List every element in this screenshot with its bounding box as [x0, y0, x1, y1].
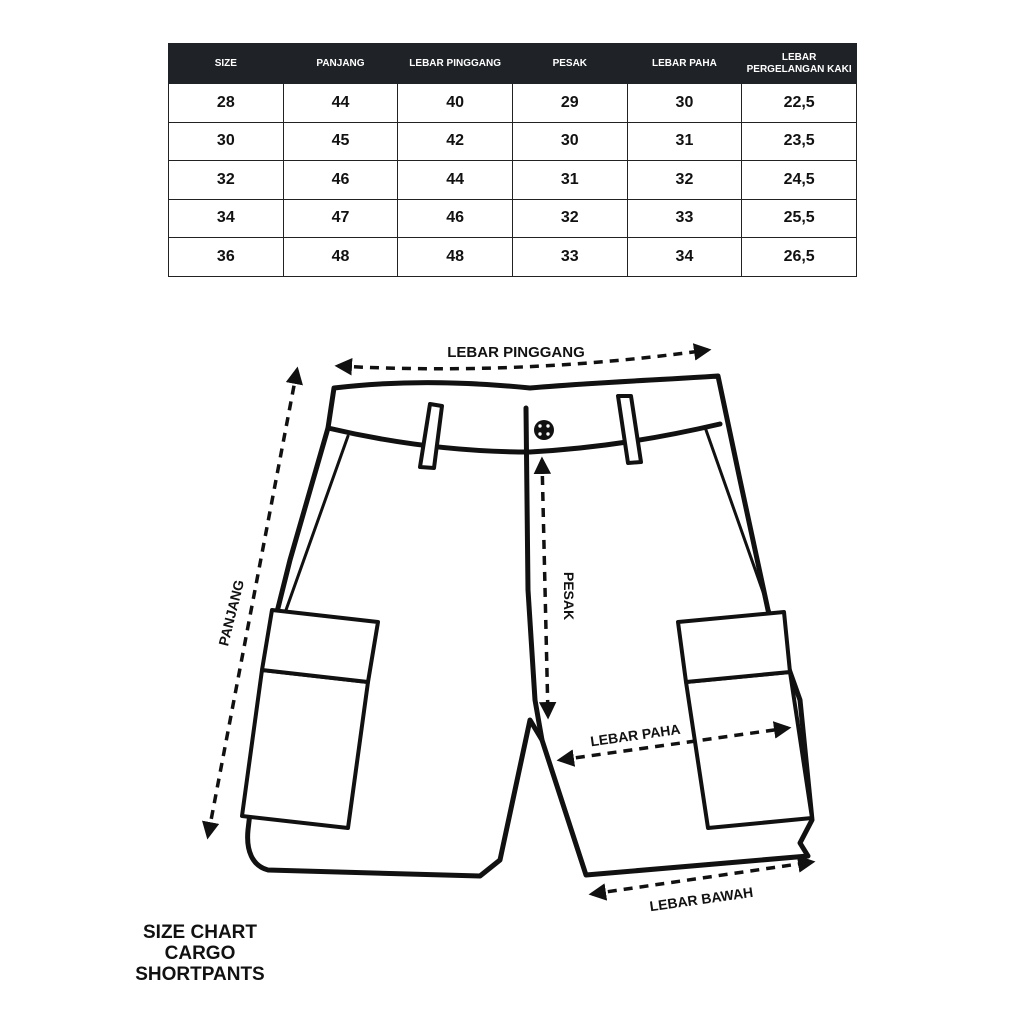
table-cell: 42	[398, 122, 513, 161]
table-cell: 32	[512, 199, 627, 238]
table-cell: 46	[398, 199, 513, 238]
table-cell: 48	[283, 238, 398, 277]
table-cell: 47	[283, 199, 398, 238]
shorts-diagram	[0, 300, 1024, 920]
caption	[120, 922, 280, 985]
table-cell: 33	[512, 238, 627, 277]
label-panjang: PANJANG	[215, 578, 248, 648]
header-lebar-pinggang: LEBAR PINGGANG	[398, 44, 513, 84]
table-row	[169, 161, 857, 200]
table-cell: 34	[169, 199, 284, 238]
table-cell: 36	[169, 238, 284, 277]
table-cell: 23,5	[742, 122, 857, 161]
header-pesak: PESAK	[512, 44, 627, 84]
caption-line-size-chart: SIZE CHART	[143, 922, 257, 943]
label-lebar-bawah: LEBAR BAWAH	[648, 883, 755, 915]
header-panjang: PANJANG	[283, 44, 398, 84]
label-lebar-paha: LEBAR PAHA	[589, 720, 682, 750]
table-cell: 34	[627, 238, 742, 277]
caption-line-shortpants: SHORTPANTS	[135, 964, 265, 985]
table-cell: 40	[398, 84, 513, 123]
table-cell: 30	[512, 122, 627, 161]
table-header-row	[169, 44, 857, 84]
table-cell: 33	[627, 199, 742, 238]
table-cell: 24,5	[742, 161, 857, 200]
cargo-pocket-right	[686, 672, 812, 828]
size-table	[168, 43, 857, 277]
table-cell: 32	[169, 161, 284, 200]
header-lebar-paha: LEBAR PAHA	[627, 44, 742, 84]
table-cell: 45	[283, 122, 398, 161]
table-row	[169, 122, 857, 161]
table-cell: 25,5	[742, 199, 857, 238]
table-cell: 22,5	[742, 84, 857, 123]
table-cell: 32	[627, 161, 742, 200]
table-row	[169, 84, 857, 123]
cargo-flap-right	[678, 612, 790, 682]
label-lebar-pinggang: LEBAR PINGGANG	[447, 344, 585, 361]
cargo-pocket-left	[242, 670, 368, 828]
table-cell: 44	[398, 161, 513, 200]
table-row	[169, 199, 857, 238]
caption-line-cargo: CARGO	[164, 943, 236, 964]
table-row	[169, 238, 857, 277]
table-cell: 31	[512, 161, 627, 200]
table-cell: 44	[283, 84, 398, 123]
table-cell: 30	[169, 122, 284, 161]
table-cell: 28	[169, 84, 284, 123]
table-cell: 31	[627, 122, 742, 161]
shorts-illustration	[242, 376, 812, 876]
header-size: SIZE	[169, 44, 284, 84]
table-cell: 29	[512, 84, 627, 123]
header-lebar-pergelangan-kaki: LEBAR PERGELANGAN KAKI	[742, 44, 857, 84]
table-cell: 46	[283, 161, 398, 200]
label-pesak: PESAK	[561, 571, 577, 621]
button-icon	[534, 420, 554, 440]
table-cell: 26,5	[742, 238, 857, 277]
cargo-flap-left	[262, 610, 378, 682]
table-cell: 30	[627, 84, 742, 123]
table-cell: 48	[398, 238, 513, 277]
